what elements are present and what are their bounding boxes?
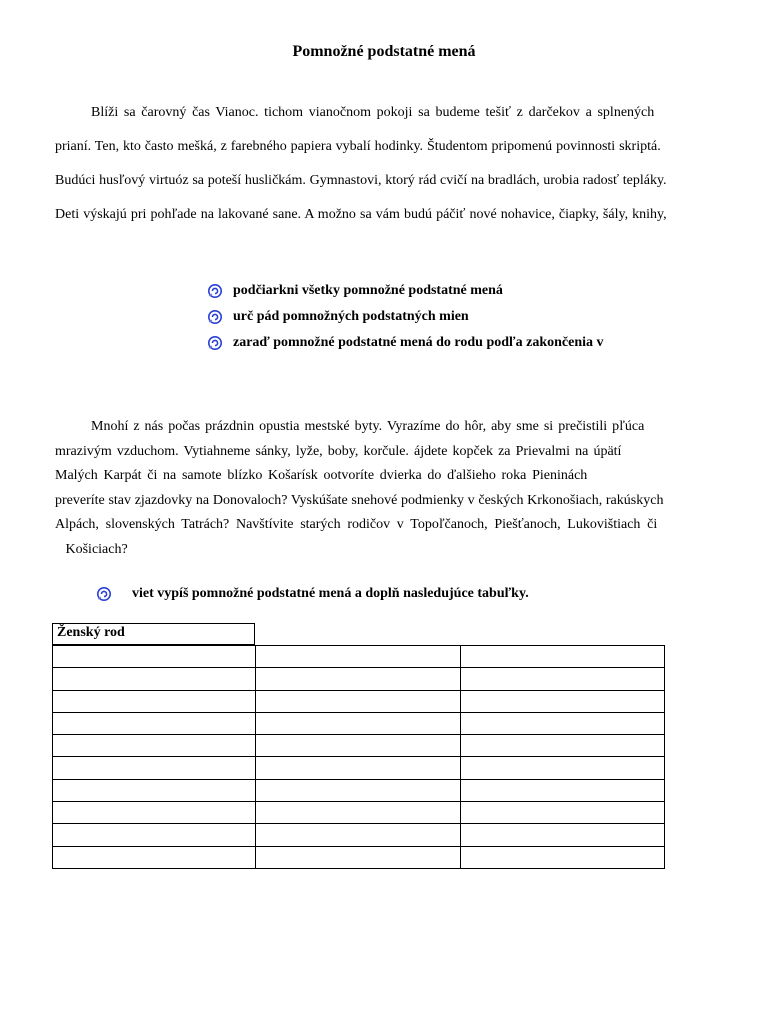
task-text: podčiarkni všetky pomnožné podstatné mená [233,283,503,298]
table-cell [53,779,256,801]
swirl-bullet-icon [207,309,223,325]
paragraph-1-line: Deti výskajú pri pohľade na lakované sane. A možno sa vám budú páčiť nové nohavice, čiapky, šály, knihy, [55,207,667,222]
table-cell [461,757,665,779]
table-row [53,646,665,668]
page-title: Pomnožné podstatné mená [292,43,476,60]
table-cell [461,824,665,846]
table-cell [256,802,461,824]
paragraph-2-line: Mnohí z nás počas prázdnin opustia mestské byty. Vyrazíme do hôr, aby sme si prečistili pľúca [91,419,645,434]
paragraph-2-line: Košiciach? [55,541,128,557]
table-cell [256,779,461,801]
paragraph-1-line: Blíži sa čarovný čas Vianoc. tichom vianočnom pokoji sa budeme tešiť z darčekov a splnených [91,105,655,120]
swirl-bullet-icon [96,586,112,602]
table-cell [461,690,665,712]
table-row [53,712,665,734]
table-row [53,690,665,712]
table-cell [256,824,461,846]
task-item [207,304,604,330]
table-row [53,779,665,801]
table-cell [256,690,461,712]
paragraph-2-line: preveríte stav zjazdovky na Donovaloch? Vyskúšate snehové podmienky v českých Krkonošiach, rakúskych [55,492,664,508]
paragraph-2 [55,415,731,562]
table-header-cell: Ženský rod [52,623,255,645]
swirl-bullet-icon [207,335,223,351]
table-row [53,824,665,846]
table-cell [256,712,461,734]
task-2 [96,586,529,602]
paragraph-1 [55,96,731,232]
paragraph-1-line: prianí. Ten, kto často mešká, z farebného papiera vybalí hodinky. Študentom pripomenú povinnosti skriptá. [55,139,661,154]
table-cell [461,779,665,801]
table-cell [461,802,665,824]
table-cell [53,646,256,668]
table-row [53,846,665,868]
table-cell [53,668,256,690]
paragraph-2-line: Alpách, slovenských Tatrách? Navštívite starých rodičov v Topoľčanoch, Piešťanoch, Lukovištiach či [55,517,658,532]
table-row [53,757,665,779]
task-text: zaraď pomnožné podstatné mená do rodu podľa zakončenia v [233,335,604,350]
answer-table [52,645,665,869]
table-cell [53,846,256,868]
table-cell [53,802,256,824]
swirl-bullet-icon [207,283,223,299]
table-cell [256,668,461,690]
paragraph-1-line: Budúci husľový virtuóz sa poteší husličkám. Gymnastovi, ktorý rád cvičí na bradlách, urobia radosť tepláky. [55,173,667,188]
table-row [53,802,665,824]
table-cell [461,646,665,668]
table-cell [53,824,256,846]
paragraph-2-line: Malých Karpát či na samote blízko Košarísk ootvoríte dvierka do ďalšieho roka Pieninách [55,468,588,483]
table-cell [256,735,461,757]
table-cell [461,846,665,868]
table-cell [461,735,665,757]
table-cell [256,846,461,868]
table-cell [53,712,256,734]
table-cell [461,668,665,690]
table-row [53,668,665,690]
table-cell [461,712,665,734]
table-cell [53,690,256,712]
task-text: urč pád pomnožných podstatných mien [233,309,469,324]
task-item [207,330,604,356]
table-cell [53,757,256,779]
table-cell [256,757,461,779]
task-item [207,278,604,304]
table-cell [256,646,461,668]
table-row [53,735,665,757]
task-list [207,278,604,356]
task-2-text: viet vypíš pomnožné podstatné mená a doplň nasledujúce tabuľky. [132,586,529,601]
paragraph-2-line: mrazivým vzduchom. Vytiahneme sánky, lyže, boby, korčule. ájdete kopček za Prievalmi na úpätí [55,443,622,459]
table-cell [53,735,256,757]
